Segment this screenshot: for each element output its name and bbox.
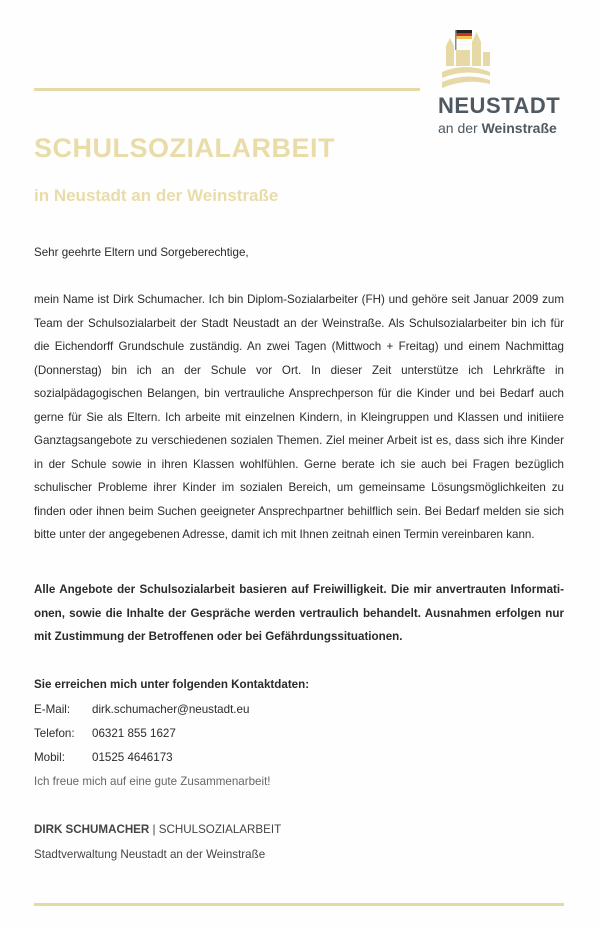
mobile-label: Mobil: (34, 751, 65, 764)
castle-flag-icon (440, 28, 492, 90)
signature-name: DIRK SCHUMACHER (34, 823, 150, 836)
signature-organization: Stadtverwaltung Neustadt an der Weinstraße (34, 848, 266, 861)
bottom-divider (34, 903, 564, 906)
logo-sub-prefix: an der (438, 120, 482, 136)
page-title: SCHULSOZIALARBEIT (34, 133, 335, 163)
email-label: E-Mail: (34, 703, 71, 716)
confidentiality-paragraph: Alle Angebote der Schulsozialarbeit basieren auf Freiwilligkeit. Die mir anvertrauten Informationen, sowie die Inhalte der Gespräche werden vertraulich behandelt. Ausnahmen erfolgen nur mit Zustimmung der Betroffenen oder bei Gefährdungssituationen. (34, 583, 564, 643)
logo-subtitle (438, 120, 570, 136)
signature-role: SCHULSOZIALARBEIT (158, 823, 282, 836)
body-paragraph: mein Name ist Dirk Schumacher. Ich bin Diplom-Sozialarbeiter (FH) und gehöre seit Januar 2009 zum Team der Schulsozialarbeit der Stadt Neustadt an der Weinstraße. Als Schulsozialarbeiter bin ich für die Eichendorff Grundschule zuständig. An zwei Tagen (Mittwoch + Freitag) und einem Nachmittag (Donnerstag) bin ich an der Schule vor Ort. In dieser Zeit unterstütze ich Lehrkräfte in sozialpädagogischen Belangen, bin vertrauliche Ansprechperson für die Kinder und bei Bedarf auch gerne für Sie als Eltern. Ich arbeite mit einzelnen Kindern, in Kleingruppen und Klassen und initiiere Ganztagsangebote zu verschiedenen sozialen Themen. Ziel meiner Arbeit ist es, dass sich ihre Kinder in der Schule sowie in ihren Klassen wohlfühlen. Gerne berate ich sie auch bei Fragen bezüglich schulischer Probleme ihrer Kinder im sozialen Bereich, um gemeinsame Lösungsmöglichkeiten zu finden oder ihnen beim Suchen geeigneter Ansprechpartner behilflich sein. Bei Bedarf melden sie sich bitte unter der angegebenen Adresse, damit ich mit Ihnen zeitnah einen Termin vereinbaren kann. (34, 293, 564, 541)
contact-heading: Sie erreichen mich unter folgenden Kontaktdaten: (34, 678, 310, 691)
mobile-value: 01525 4646173 (92, 751, 173, 764)
logo-city-name: NEUSTADT (438, 93, 561, 118)
salutation: Sehr geehrte Eltern und Sorgeberechtige, (34, 246, 249, 259)
contact-phone-row (34, 727, 176, 747)
phone-value: 06321 855 1627 (92, 727, 176, 740)
phone-label: Telefon: (34, 727, 75, 740)
signature (34, 823, 281, 836)
signature-separator: | (149, 823, 159, 836)
email-value[interactable]: dirk.schumacher@neustadt.eu (92, 703, 250, 716)
city-logo (438, 28, 570, 136)
contact-mobile-row (34, 751, 173, 771)
logo-sub-bold: Weinstraße (481, 120, 557, 136)
closing-line: Ich freue mich auf eine gute Zusammenarbeit! (34, 775, 271, 788)
top-divider (34, 88, 420, 91)
page-subtitle: in Neustadt an der Weinstraße (34, 186, 279, 205)
contact-email-row (34, 703, 249, 723)
